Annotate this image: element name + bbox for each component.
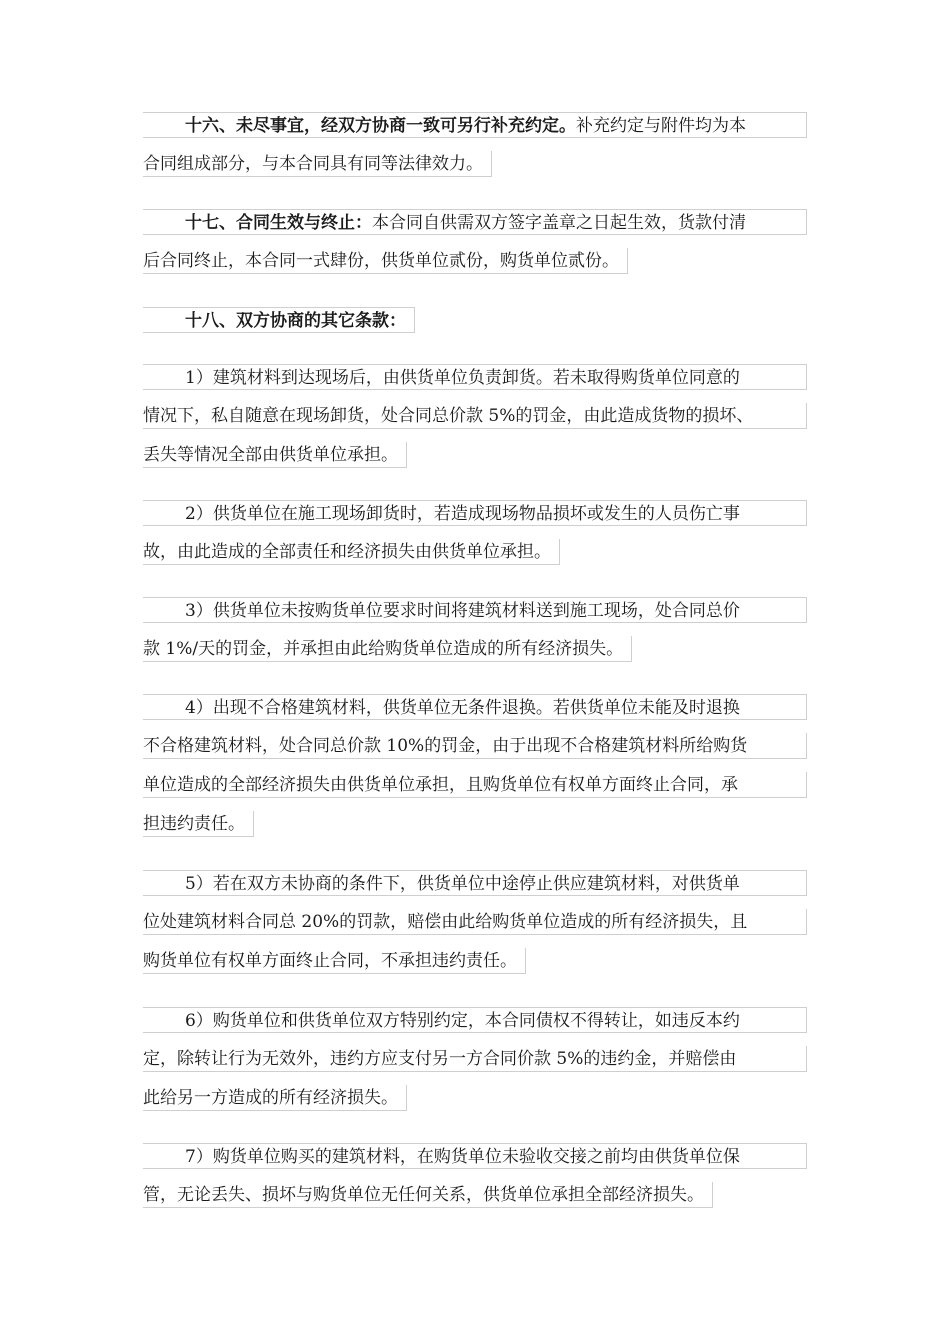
item-6 [143, 1007, 807, 1129]
item-6-line-1: 6）购货单位和供货单位双方特别约定，本合同债权不得转让，如违反本约 [143, 1007, 807, 1033]
item-4-line-2: 不合格建筑材料，处合同总价款 10%的罚金，由于出现不合格建筑材料所给购货 [143, 733, 807, 759]
item-1-line-3: 丢失等情况全部由供货单位承担。 [143, 442, 407, 468]
item-5-line-1: 5）若在双方未协商的条件下，供货单位中途停止供应建筑材料，对供货单 [143, 870, 807, 896]
item-4-line-4: 担违约责任。 [143, 811, 254, 837]
item-6-line-3: 此给另一方造成的所有经济损失。 [143, 1085, 407, 1111]
item-5-line-3: 购货单位有权单方面终止合同，不承担违约责任。 [143, 948, 526, 974]
item-7-line-1: 7）购货单位购买的建筑材料，在购货单位未验收交接之前均由供货单位保 [143, 1143, 807, 1169]
item-2-line-1: 2）供货单位在施工现场卸货时，若造成现场物品损坏或发生的人员伤亡事 [143, 500, 807, 526]
clause-18-heading-line [143, 307, 415, 333]
item-5-line-2: 位处建筑材料合同总 20%的罚款，赔偿由此给购货单位造成的所有经济损失，且 [143, 909, 807, 935]
clause-18 [143, 307, 807, 351]
item-7 [143, 1143, 807, 1226]
clause-17-line-1 [143, 209, 807, 235]
item-5 [143, 870, 807, 992]
item-3-line-1: 3）供货单位未按购货单位要求时间将建筑材料送到施工现场，处合同总价 [143, 597, 807, 623]
item-1 [143, 364, 807, 486]
clause-17-heading: 十七、合同生效与终止： [185, 213, 372, 233]
item-4 [143, 694, 807, 855]
item-2-line-2: 故，由此造成的全部责任和经济损失由供货单位承担。 [143, 539, 560, 565]
item-2 [143, 500, 807, 583]
item-4-line-3: 单位造成的全部经济损失由供货单位承担，且购货单位有权单方面终止合同，承 [143, 772, 807, 798]
item-7-line-2: 管，无论丢失、损坏与购货单位无任何关系，供货单位承担全部经济损失。 [143, 1182, 713, 1208]
clause-16-heading: 十六、未尽事宜，经双方协商一致可另行补充约定。 [185, 116, 576, 136]
item-1-line-2: 情况下，私自随意在现场卸货，处合同总价款 5%的罚金，由此造成货物的损坏、 [143, 403, 807, 429]
clause-18-heading: 十八、双方协商的其它条款： [185, 311, 406, 331]
clause-17 [143, 209, 807, 292]
clause-17-text: 本合同自供需双方签字盖章之日起生效，货款付清 [372, 213, 746, 233]
item-1-line-1: 1）建筑材料到达现场后，由供货单位负责卸货。若未取得购货单位同意的 [143, 364, 807, 390]
item-3 [143, 597, 807, 680]
clause-16-line-2: 合同组成部分，与本合同具有同等法律效力。 [143, 151, 492, 177]
item-6-line-2: 定，除转让行为无效外，违约方应支付另一方合同价款 5%的违约金，并赔偿由 [143, 1046, 807, 1072]
clause-16-line-1 [143, 112, 807, 138]
item-4-line-1: 4）出现不合格建筑材料，供货单位无条件退换。若供货单位未能及时退换 [143, 694, 807, 720]
clause-17-line-2: 后合同终止，本合同一式肆份，供货单位贰份，购货单位贰份。 [143, 248, 628, 274]
clause-16-text: 补充约定与附件均为本 [576, 116, 746, 136]
item-3-line-2: 款 1%/天的罚金，并承担由此给购货单位造成的所有经济损失。 [143, 636, 632, 662]
clause-16 [143, 112, 807, 195]
